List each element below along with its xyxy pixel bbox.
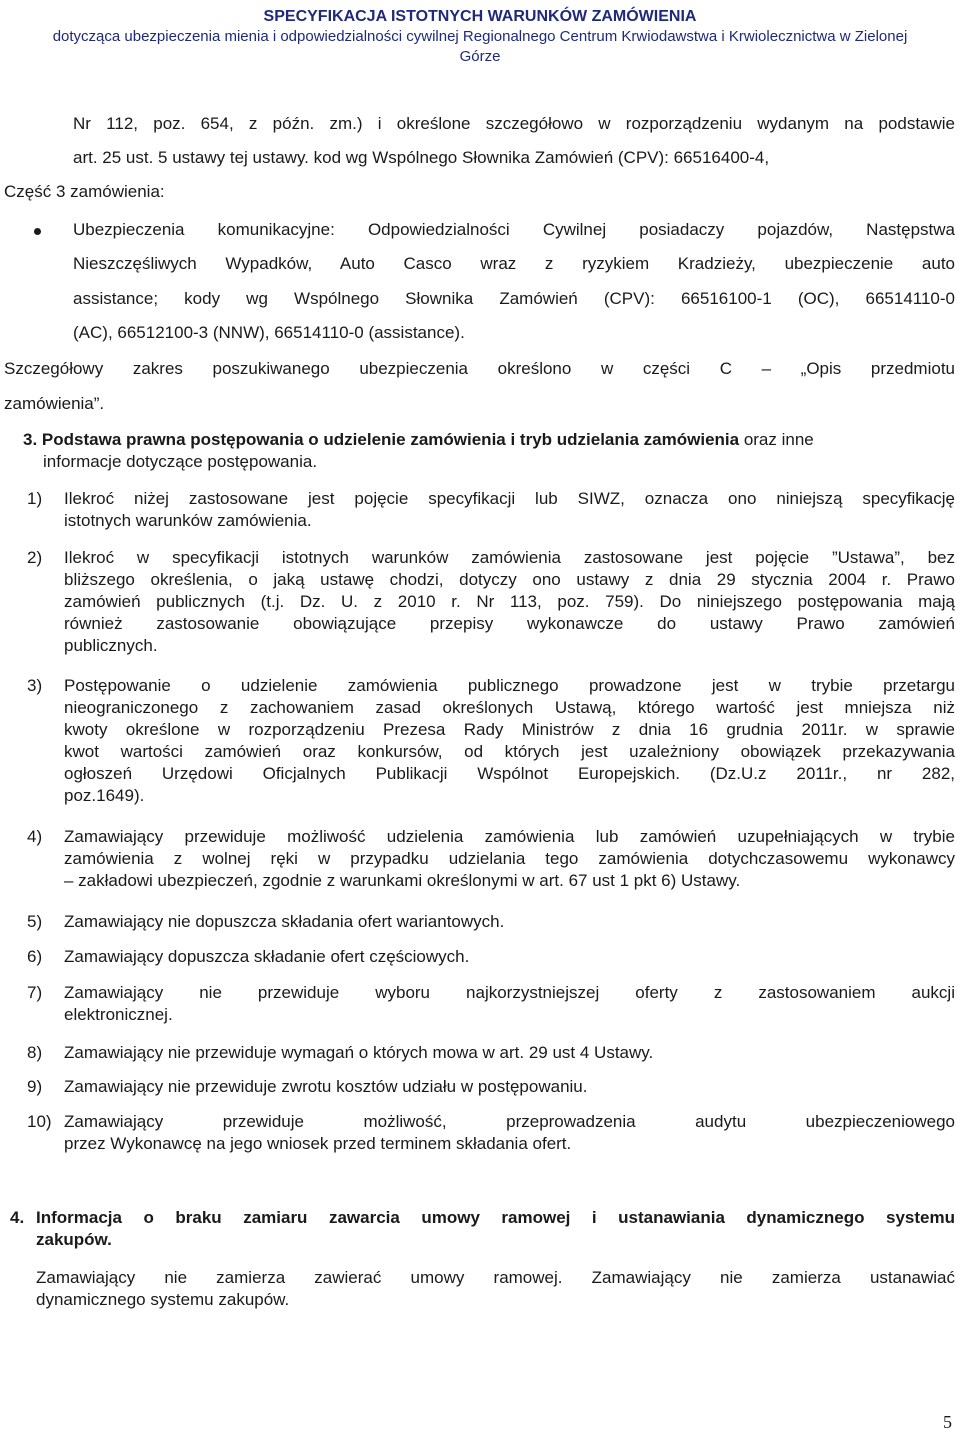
list-item-number: 9) [27,1077,43,1096]
list-item-number: 3) [27,676,43,695]
list-item-line: bliższego określenia, o jaką ustawę chodzi, dotyczy ono ustawy z dnia 29 stycznia 2004 r. Prawo [64,570,955,589]
part3-detail-line-2: zamówienia”. [4,394,105,413]
section4-heading [10,1207,955,1251]
section4-body-line-1: Zamawiający nie zamierza zawierać umowy ramowej. Zamawiający nie zamierza ustanawiać [36,1268,955,1287]
list-item-body [64,826,955,892]
list-item-body [64,982,955,1026]
list-item [27,982,955,1026]
list-item [27,547,955,657]
list-item-line: ogłoszeń Urzędowi Oficjalnych Publikacji Wspólnot Europejskich. (Dz.U.z 2011r., nr 282, [64,764,955,783]
list-item-body [64,1042,955,1064]
part3-bullet-line-1: Ubezpieczenia komunikacyjne: Odpowiedzialności Cywilnej posiadaczy pojazdów, Następstwa [73,220,955,239]
list-item-line: Zamawiający przewiduje możliwość, przeprowadzenia audytu ubezpieczeniowego [64,1112,955,1131]
list-item [27,946,955,968]
document-subtitle-line-1: dotycząca ubezpieczenia mienia i odpowiedzialności cywilnej Regionalnego Centrum Krwiodawstwa i Krwiolecznictwa w Zielonej [52,28,908,45]
part3-detail-line-1: Szczegółowy zakres poszukiwanego ubezpieczenia określono w części C – „Opis przedmiotu [4,359,955,378]
part3-bullet-line-3: assistance; kody wg Wspólnego Słownika Zamówień (CPV): 66516100-1 (OC), 66514110-0 [73,289,955,308]
section3-number: 3. [23,430,38,449]
section3-line-2: informacje dotyczące postępowania. [43,452,318,471]
list-item-number: 8) [27,1043,43,1062]
list-item [27,1111,955,1155]
list-item-line: Ilekroć niżej zastosowane jest pojęcie specyfikacji lub SIWZ, oznacza ono niniejszą specyfikację [64,489,955,508]
section4-heading-line-1: Informacja o braku zamiaru zawarcia umowy ramowej i ustanawiania dynamicznego systemu [36,1208,955,1227]
list-item [27,675,955,807]
section4-number: 4. [10,1208,25,1227]
list-item [27,911,955,933]
page-header [0,6,960,67]
list-item-body [64,946,955,968]
list-item-line: Zamawiający nie przewiduje zwrotu kosztów udziału w postępowaniu. [64,1077,588,1096]
list-item-line: – zakładowi ubezpieczeń, zgodnie z warunkami określonymi w art. 67 ust 1 pkt 6) Ustawy. [64,871,741,890]
part3-bullet-line-4: (AC), 66512100-3 (NNW), 66514110-0 (assistance). [73,323,465,342]
list-item-line: istotnych warunków zamówienia. [64,511,312,530]
list-item-line: Ilekroć w specyfikacji istotnych warunków zamówienia zastosowane jest pojęcie ”Ustawa”, bez [64,548,955,567]
list-item-number: 2) [27,548,43,567]
list-item-line: elektronicznej. [64,1005,173,1024]
list-item-line: publicznych. [64,636,158,655]
list-item-line: Zamawiający nie dopuszcza składania ofert wariantowych. [64,912,505,931]
part3-bullet-line-2: Nieszczęśliwych Wypadków, Auto Casco wraz z ryzykiem Kradzieży, ubezpieczenie auto [73,254,955,273]
section4-body-line-2: dynamicznego systemu zakupów. [36,1290,290,1309]
list-item-number: 7) [27,983,43,1002]
list-item-number: 6) [27,947,43,966]
list-item-line: Zamawiający nie przewiduje wymagań o których mowa w art. 29 ust 4 Ustawy. [64,1043,654,1062]
list-item-body [64,675,955,807]
list-item-number: 5) [27,912,43,931]
intro-line-2: art. 25 ust. 5 ustawy tej ustawy. kod wg Wspólnego Słownika Zamówień (CPV): 66516400-4, [73,148,770,167]
list-item-body [64,1076,955,1098]
list-item-body [64,488,955,532]
list-item-number: 1) [27,489,43,508]
list-item [27,1042,955,1064]
list-item-line: Zamawiający przewiduje możliwość udzielenia zamówienia lub zamówień uzupełniających w trybie [64,827,955,846]
list-item-line: kwot wartości zamówień oraz konkursów, od których jest uzależniony obowiązek przekazywania [64,742,955,761]
section3-heading [23,429,955,451]
list-item-number: 10) [27,1112,52,1131]
section3-rest-text: oraz inne [739,430,814,449]
page-number: 5 [943,1412,952,1432]
document-title: SPECYFIKACJA ISTOTNYCH WARUNKÓW ZAMÓWIENIA [263,8,697,25]
list-item [27,1076,955,1098]
list-item-number: 4) [27,827,43,846]
list-item-line: Postępowanie o udzielenie zamówienia publicznego prowadzone jest w trybie przetargu [64,676,955,695]
list-item-body [64,547,955,657]
list-item-body [64,911,955,933]
list-item-line: zamówień publicznych (t.j. Dz. U. z 2010 r. Nr 113, poz. 759). Do niniejszego postępowania mają [64,592,955,611]
section3-bold-text: Podstawa prawna postępowania o udzielenie zamówienia i tryb udzielania zamówienia [41,430,740,449]
list-item [27,488,955,532]
part3-heading: Część 3 zamówienia: [4,182,165,201]
list-item-line: zamówienia z wolnej ręki w przypadku udzielania tego zamówienia dotychczasowemu wykonawcy [64,849,955,868]
list-item-line: nieograniczonego z zachowaniem zasad określonych Ustawą, którego wartość jest mniejsza niż [64,698,955,717]
list-item-line: Zamawiający dopuszcza składanie ofert częściowych. [64,947,470,966]
list-item [27,826,955,892]
bullet-icon [34,228,41,235]
list-item-body [64,1111,955,1155]
section4-heading-line-2: zakupów. [36,1230,112,1249]
document-subtitle-line-2: Górze [459,48,501,65]
list-item-line: przez Wykonawcę na jego wniosek przed terminem składania ofert. [64,1134,572,1153]
list-item-line: poz.1649). [64,786,145,805]
intro-line-1: Nr 112, poz. 654, z późn. zm.) i określone szczegółowo w rozporządzeniu wydanym na podstawie [73,114,955,133]
list-item-line: Zamawiający nie przewiduje wyboru najkorzystniejszej oferty z zastosowaniem aukcji [64,983,955,1002]
list-item-line: również zastosowanie obowiązujące przepisy wykonawcze do ustawy Prawo zamówień [64,614,955,633]
list-item-line: kwoty określone w rozporządzeniu Prezesa Rady Ministrów z dnia 16 grudnia 2011r. w sprawie [64,720,955,739]
